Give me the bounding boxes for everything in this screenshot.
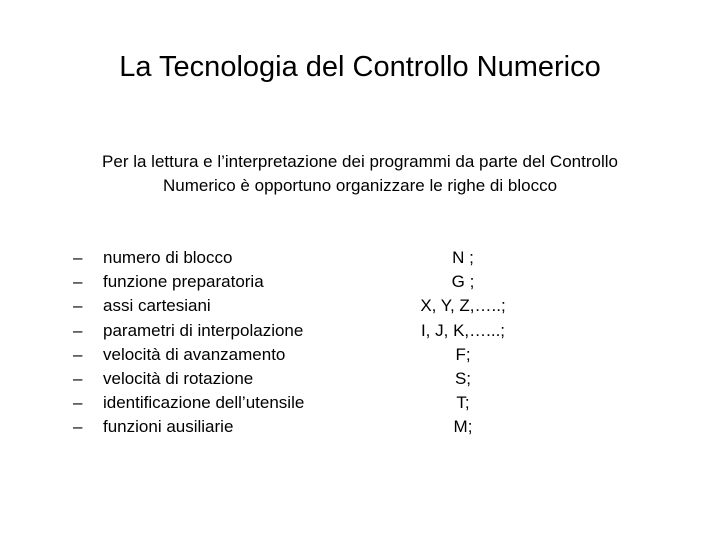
block-items-list: [73, 246, 593, 440]
item-label: identificazione dell’utensile: [103, 393, 305, 413]
list-item: [73, 343, 593, 367]
list-item: [73, 270, 593, 294]
item-code: G ;: [451, 272, 475, 292]
list-item: [73, 415, 593, 439]
list-item: [73, 319, 593, 343]
item-code: M;: [453, 417, 473, 437]
bullet-dash: –: [73, 296, 83, 316]
intro-line-2: Numerico è opportuno organizzare le righe di blocco: [162, 176, 558, 195]
slide-title: La Tecnologia del Controllo Numerico: [119, 51, 601, 83]
bullet-dash: –: [73, 393, 83, 413]
bullet-dash: –: [73, 344, 83, 364]
intro-paragraph: [60, 150, 660, 198]
list-item: [73, 246, 593, 270]
item-label: parametri di interpolazione: [103, 320, 304, 340]
list-item: [73, 391, 593, 415]
bullet-dash: –: [73, 368, 83, 388]
bullet-dash: –: [73, 320, 83, 340]
item-label: assi cartesiani: [103, 296, 211, 316]
item-code: X, Y, Z,…..;: [420, 296, 506, 316]
item-label: funzione preparatoria: [103, 272, 264, 292]
item-code: F;: [455, 344, 471, 364]
bullet-dash: –: [73, 417, 83, 437]
list-item: [73, 367, 593, 391]
intro-line-1: Per la lettura e l’interpretazione dei programmi da parte del Controllo: [102, 152, 618, 171]
item-label: funzioni ausiliarie: [103, 417, 234, 437]
item-label: velocità di rotazione: [103, 368, 254, 388]
bullet-dash: –: [73, 272, 83, 292]
item-label: velocità di avanzamento: [103, 344, 286, 364]
bullet-dash: –: [73, 248, 83, 267]
item-label: numero di blocco: [103, 248, 233, 267]
item-code: S;: [454, 368, 472, 388]
item-code: I, J, K,…...;: [420, 320, 506, 340]
list-item: [73, 294, 593, 318]
item-code: T;: [456, 393, 470, 413]
item-code: N ;: [452, 248, 474, 267]
